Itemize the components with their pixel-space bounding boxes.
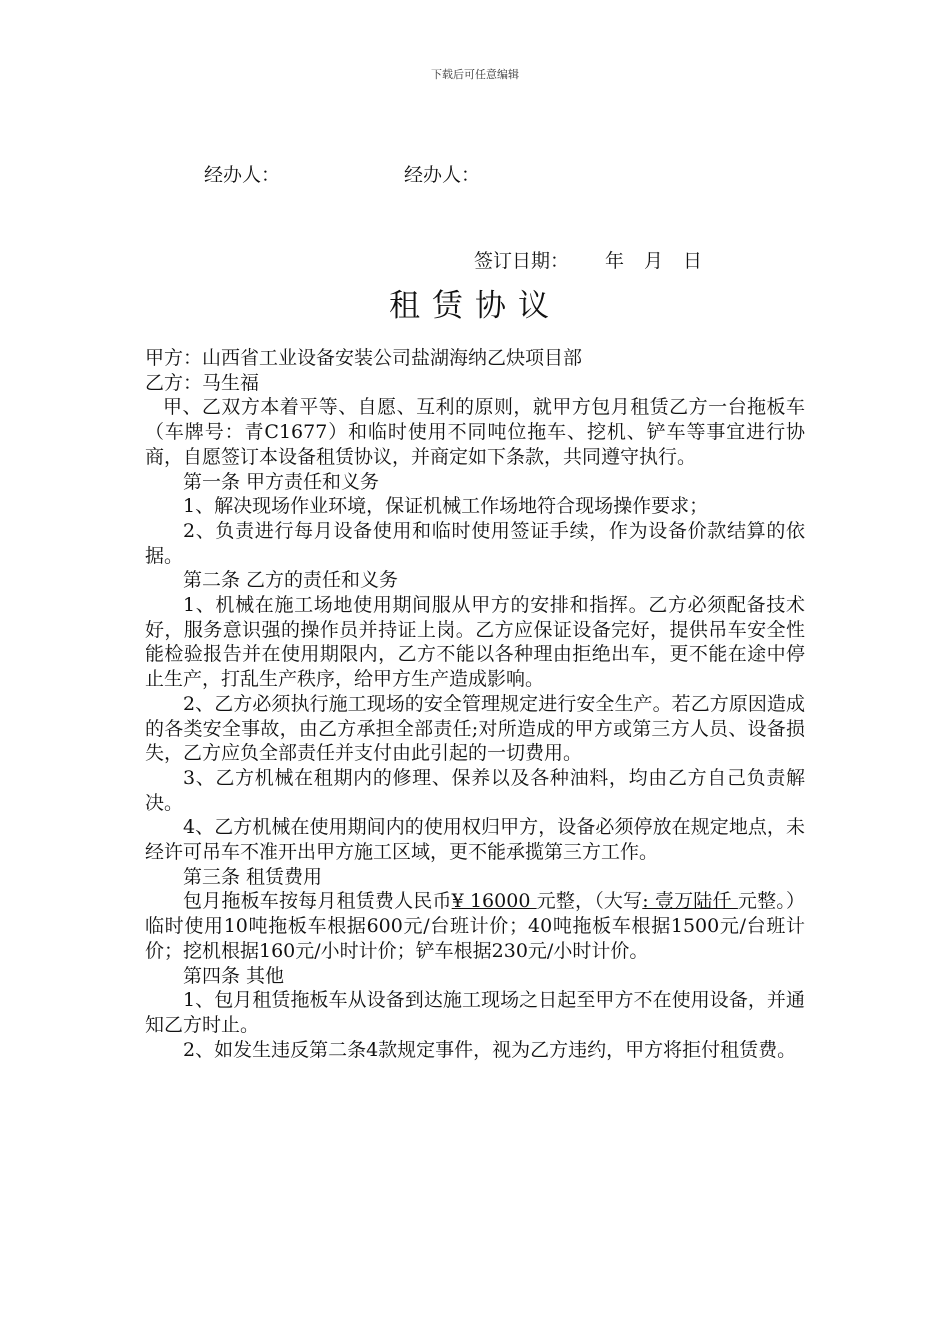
fee-text-before: 包月拖板车按每月租赁费人民币 <box>183 890 452 913</box>
article-3-paragraph <box>145 889 805 963</box>
article-1-heading: 第一条 甲方责任和义务 <box>183 470 380 493</box>
article-3-heading: 第三条 租赁费用 <box>183 865 323 888</box>
watermark: 下载后可任意编辑 <box>431 68 519 81</box>
agreement-body <box>145 346 805 1062</box>
article-2-item: 2、乙方必须执行施工现场的安全管理规定进行安全生产。若乙方原因造成的各类安全事故，由乙方承担全部责任;对所造成的甲方或第三方人员、设备损失，乙方应负全部责任并支付由此引起的一切费用。 <box>145 692 805 765</box>
fee-text-after: 元整。）临时使用10吨拖板车根据600元/台班计价；40吨拖板车根据1500元/台班计价；挖机根据160元/小时计价；铲车根据230元/小时计价。 <box>145 890 805 962</box>
monthly-fee-in-words: : 壹万陆仟 <box>642 890 738 913</box>
article-2-heading: 第二条 乙方的责任和义务 <box>183 569 399 592</box>
handler-b-label: 经办人： <box>404 164 481 186</box>
sign-date-day: 日 <box>683 250 703 272</box>
sign-date-month: 月 <box>644 250 664 272</box>
sign-date-year: 年 <box>605 250 625 272</box>
handler-a-label: 经办人： <box>204 164 281 186</box>
preamble: 甲、乙双方本着平等、自愿、互利的原则，就甲方包月租赁乙方一台拖板车（车牌号：青C1677）和临时使用不同吨位拖车、挖机、铲车等事宜进行协商，自愿签订本设备租赁协议，并商定如下条款，共同遵守执行。 <box>145 396 805 468</box>
document-title: 租赁协议 <box>389 288 561 324</box>
article-1-item: 2、负责进行每月设备使用和临时使用签证手续，作为设备价款结算的依据。 <box>145 519 805 567</box>
sign-date-label: 签订日期： <box>474 250 570 272</box>
article-2-item: 4、乙方机械在使用期间内的使用权归甲方，设备必须停放在规定地点，未经许可吊车不准开出甲方施工区域，更不能承揽第三方工作。 <box>145 816 805 864</box>
article-4-item: 2、如发生违反第二条4款规定事件，视为乙方违约，甲方将拒付租赁费。 <box>183 1038 797 1061</box>
article-4-heading: 第四条 其他 <box>183 964 285 987</box>
article-1-item: 1、解决现场作业环境，保证机械工作场地符合现场操作要求； <box>183 495 709 518</box>
monthly-fee-amount: ¥ 16000 <box>451 890 537 913</box>
fee-text-mid: 元整，（大写 <box>536 890 643 913</box>
party-b: 乙方：马生福 <box>145 371 260 394</box>
article-2-item: 3、乙方机械在租期内的修理、保养以及各种油料，均由乙方自己负责解决。 <box>145 766 805 814</box>
article-4-item: 1、包月租赁拖板车从设备到达施工现场之日起至甲方不在使用设备，并通知乙方时止。 <box>145 989 805 1036</box>
article-2-item: 1、机械在施工场地使用期间服从甲方的安排和指挥。乙方必须配备技术好，服务意识强的操作员并持证上岗。乙方应保证设备完好，提供吊车安全性能检验报告并在使用期限内，乙方不能以各种理由拒绝出车，更不能在途中停止生产，打乱生产秩序，给甲方生产造成影响。 <box>145 594 805 691</box>
sign-date-line <box>474 246 702 273</box>
party-a: 甲方：山西省工业设备安装公司盐湖海纳乙炔项目部 <box>145 347 583 369</box>
